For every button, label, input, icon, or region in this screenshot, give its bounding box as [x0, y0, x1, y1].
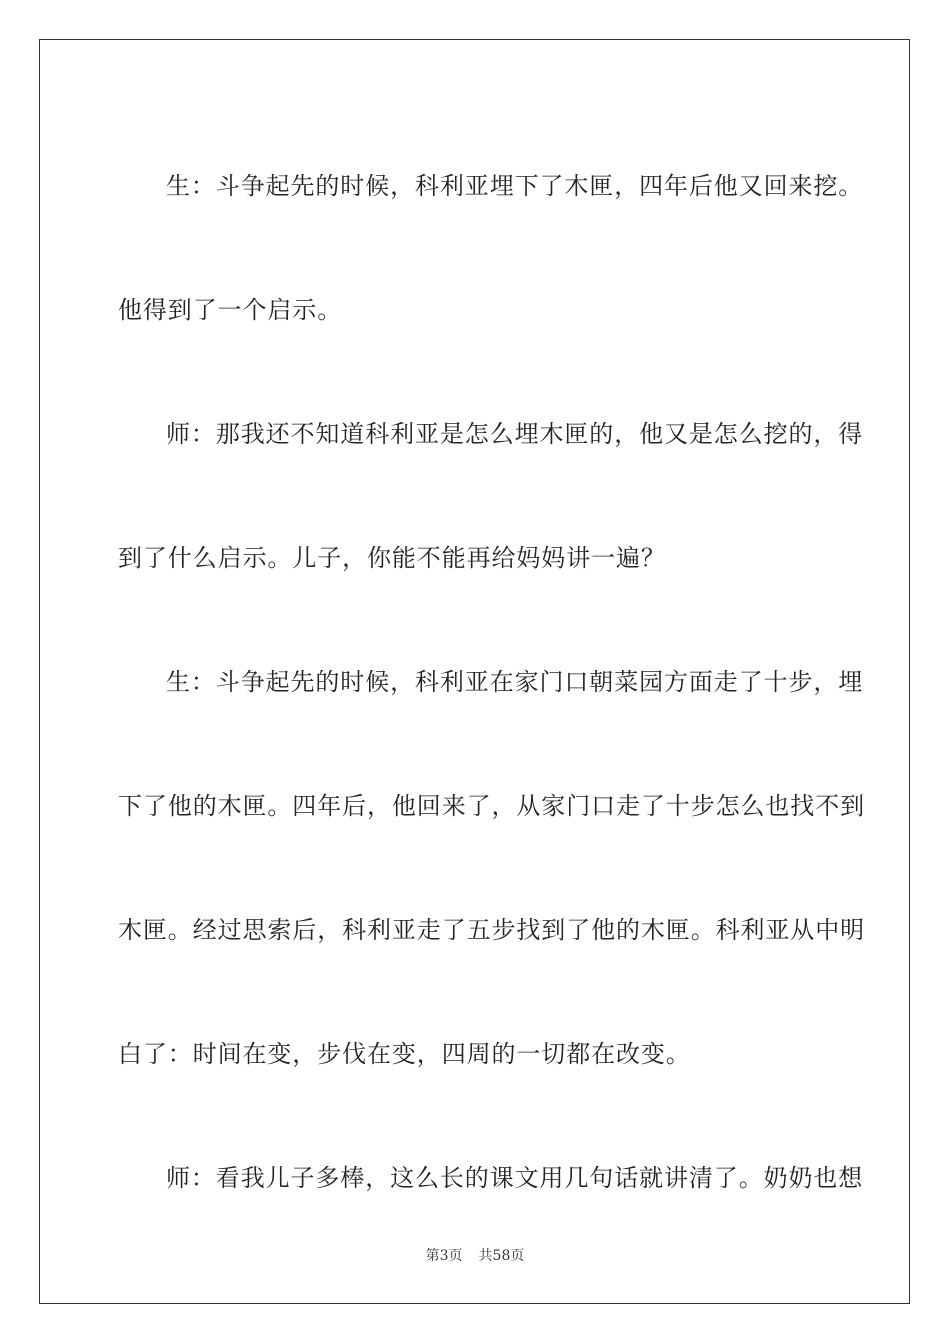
text-line: 下了他的木匣。四年后，他回来了，从家门口走了十步怎么也找不到 [118, 792, 865, 820]
text-line: 师：那我还不知道科利亚是怎么埋木匣的，他又是怎么挖的，得 [166, 420, 864, 448]
paragraph [118, 124, 864, 372]
page-total: 共58页 [478, 1248, 525, 1264]
page-number: 第3页 [425, 1248, 463, 1264]
paragraph [118, 620, 865, 1116]
text-line: 他得到了一个启示。 [118, 296, 343, 324]
text-line: 白了：时间在变，步伐在变，四周的一切都在改变。 [118, 1040, 691, 1068]
paragraph [118, 1116, 864, 1240]
document-body [118, 124, 865, 1240]
text-line: 师：看我儿子多棒，这么长的课文用几句话就讲清了。奶奶也想 [166, 1164, 864, 1192]
text-line: 到了什么启示。儿子，你能不能再给妈妈讲一遍？ [118, 544, 666, 572]
text-line: 木匣。经过思索后，科利亚走了五步找到了他的木匣。科利亚从中明 [118, 916, 865, 944]
text-line: 生：斗争起先的时候，科利亚在家门口朝菜园方面走了十步，埋 [166, 668, 864, 696]
paragraph [118, 372, 864, 620]
page-footer [0, 1245, 950, 1265]
text-line: 生：斗争起先的时候，科利亚埋下了木匣，四年后他又回来挖。 [166, 172, 864, 200]
